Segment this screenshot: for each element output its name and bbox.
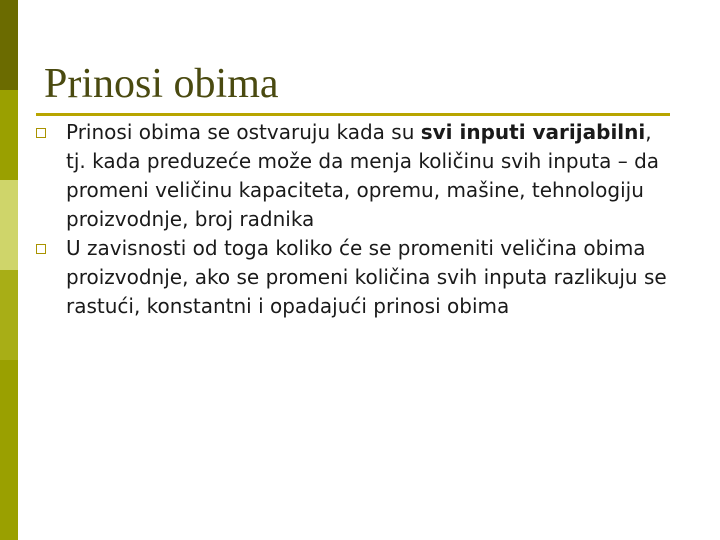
bullet-text-segment: Prinosi obima se ostvaruju kada su [66, 120, 421, 144]
bullet-text-segment: U zavisnosti od toga koliko će se promeniti veličina obima proizvodnje, ako se promeni količina svih inputa razlikuju se rastući, konstantni i opadajući prinosi obima [66, 236, 667, 318]
sidebar-segment [0, 270, 18, 360]
slide-title: Prinosi obima [44, 61, 279, 107]
bullet-item [36, 118, 676, 234]
hollow-square-bullet-icon [36, 244, 46, 254]
title-underline [36, 113, 670, 116]
bullet-text [66, 120, 659, 231]
sidebar-segment [0, 360, 18, 540]
left-decorative-bar [0, 0, 18, 540]
bullet-text-segment: , tj. kada preduzeće može da menja količinu svih inputa – da promeni veličinu kapaciteta, opremu, mašine, tehnologiju proizvodnje, broj radnika [66, 120, 660, 231]
sidebar-segment [0, 180, 18, 270]
bullet-text [66, 236, 667, 318]
bullet-item [36, 234, 676, 321]
hollow-square-bullet-icon [36, 128, 46, 138]
sidebar-segment [0, 0, 18, 90]
bullet-text-bold-segment: svi inputi varijabilni [420, 120, 646, 144]
sidebar-segment [0, 90, 18, 180]
bullet-list [36, 118, 676, 321]
